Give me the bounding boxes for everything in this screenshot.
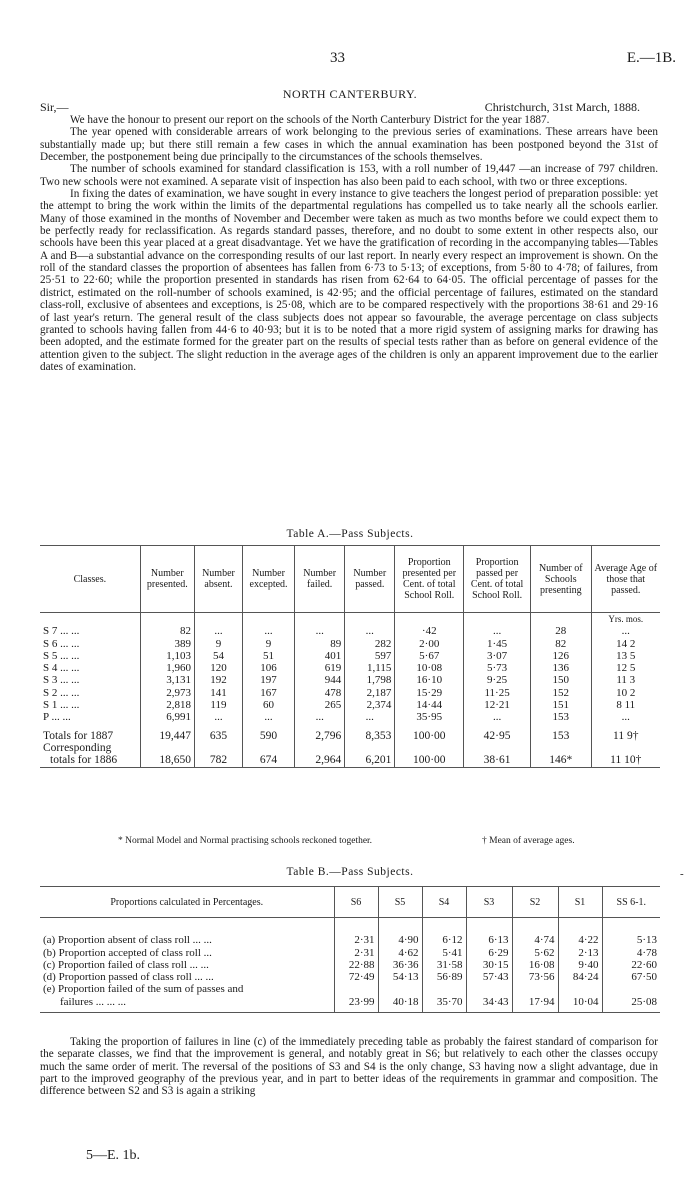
table-cell: 1,103 bbox=[140, 650, 194, 662]
table-row bbox=[40, 934, 660, 946]
paragraph: In fixing the dates of examination, we have sought in every instance to give teachers the longest period of preparation possible: yet the attempt to bring the work within the limits of the departmental regulations has compelled us to take nearly all the schools earlier. Many of those examined in the months of November and December were taken as much as two months before we could expect them to be perfectly ready for reclassification. As regards standard passes, therefore, and no doubt to some extent in other respects also, our schools have been this year placed at a great disadvantage. Yet we have the gratification of recording in the accompanying tables—Tables A and B—a substantial advance on the corresponding results of our last report. In nearly every respect an improvement is shown. On the roll of the standard classes the proportion of absentees has fallen from 6·73 to 5·13; of exceptions, from 5·80 to 4·78; of failures, from 25·51 to 22·60; while the proportion presented in standards has risen from 62·64 to 64·05. The official percentage of passes for the district, estimated on the roll-number of schools examined, is 42·95; and the official percentage of failures, estimated on the standard class-roll, exclusive of absentees and exceptions, is 25·08, which are to be compared respectively with the proportions 38·61 and 29·16 of last year's return. The general result of the class subjects does not appear so favourable, the average percentage on class subjects granted to schools having fallen from 44·6 to 40·93; but it is to be noted that a more rigid system of assigning marks for drawing has been adopted, and the estimate formed for the greater part on the results of special tests rather than as before on general evidence of the attention given to the subject. The slight reduction in the average ages of the children is only an apparent improvement due to the earlier dates of examination. bbox=[40, 188, 658, 373]
table-cell: ... bbox=[295, 711, 345, 723]
table-cell: 478 bbox=[295, 687, 345, 699]
table-cell: (c) Proportion failed of class roll ... ... bbox=[40, 959, 334, 971]
table-cell: S 7 ... ... bbox=[40, 625, 140, 637]
table-row bbox=[40, 983, 660, 995]
totals-row bbox=[40, 730, 660, 742]
table-row bbox=[40, 662, 660, 674]
table-cell: 4·74 bbox=[512, 934, 558, 946]
table-cell: 14 2 bbox=[616, 637, 636, 650]
table-cell: 2,374 bbox=[345, 699, 395, 711]
table-cell: 2·31 bbox=[334, 934, 378, 946]
table-cell: 3,131 bbox=[140, 674, 194, 686]
table-cell: 42·95 bbox=[464, 730, 531, 742]
table-a bbox=[40, 545, 660, 768]
paragraph: The year opened with considerable arrears of work belonging to the previous series of examinations. These arrears have been substantially made up; but there still remain a few cases in which the annual examination has been postponed beyond the 31st of December, the postponement being due principally to the circumstances of the schools themselves. bbox=[40, 126, 658, 164]
column-header: Proportions calculated in Percentages. bbox=[40, 887, 334, 918]
document-reference: E.—1B. bbox=[626, 50, 676, 66]
table-header-row bbox=[40, 546, 660, 613]
table-cell: 18,650 bbox=[140, 754, 194, 767]
closing-text bbox=[40, 1036, 658, 1098]
table-cell: 84·24 bbox=[558, 971, 602, 983]
table-cell: 100·00 bbox=[395, 730, 464, 742]
table-cell: 126 bbox=[531, 650, 592, 662]
table-cell: 89 bbox=[295, 638, 345, 650]
table-cell: 2,973 bbox=[140, 687, 194, 699]
column-header: Number of Schools presenting bbox=[531, 546, 592, 613]
table-cell: ... bbox=[242, 625, 294, 637]
table-cell: 674 bbox=[242, 754, 294, 767]
totals-row bbox=[40, 742, 660, 754]
table-cell: 5·62 bbox=[512, 947, 558, 959]
table-row bbox=[40, 699, 660, 711]
table-cell: 944 bbox=[295, 674, 345, 686]
column-header: Average Age of those that passed. bbox=[591, 546, 660, 613]
table-cell: 67·50 bbox=[631, 971, 657, 984]
table-header-row bbox=[40, 887, 660, 918]
table-cell: 9 bbox=[242, 638, 294, 650]
table-cell: ... bbox=[295, 625, 345, 637]
table-cell: 34·43 bbox=[466, 996, 512, 1013]
section-title: NORTH CANTERBURY. bbox=[282, 87, 418, 101]
table-cell: 389 bbox=[140, 638, 194, 650]
table-cell: 57·43 bbox=[466, 971, 512, 983]
table-cell: 82 bbox=[140, 625, 194, 637]
table-cell: 51 bbox=[242, 650, 294, 662]
table-cell: 19,447 bbox=[140, 730, 194, 742]
table-cell: 14·44 bbox=[395, 699, 464, 711]
table-cell: 11 10† bbox=[591, 754, 660, 767]
table-cell: 100·00 bbox=[395, 754, 464, 767]
table-cell: 106 bbox=[242, 662, 294, 674]
table-cell: P ... ... bbox=[40, 711, 140, 723]
table-cell: 1,960 bbox=[140, 662, 194, 674]
table-cell: 4·22 bbox=[558, 934, 602, 946]
table-row bbox=[40, 971, 660, 983]
table-cell: 136 bbox=[531, 662, 592, 674]
table-cell: 30·15 bbox=[466, 959, 512, 971]
table-cell: 13 5 bbox=[616, 649, 636, 662]
table-cell: 10·04 bbox=[558, 996, 602, 1013]
table-cell: 38·61 bbox=[464, 754, 531, 767]
table-cell: (a) Proportion absent of class roll ... ... bbox=[40, 934, 334, 946]
table-cell: 146* bbox=[531, 754, 592, 767]
table-cell: 4·90 bbox=[378, 934, 422, 946]
table-cell: ... bbox=[621, 711, 630, 724]
table-cell: 11 9† bbox=[613, 729, 639, 742]
table-row bbox=[40, 959, 660, 971]
table-cell: 5·73 bbox=[464, 662, 531, 674]
table-cell: 12·21 bbox=[464, 699, 531, 711]
table-cell: 35·95 bbox=[395, 711, 464, 723]
report-body bbox=[40, 114, 658, 373]
table-cell: 10 2 bbox=[616, 686, 636, 699]
table-cell: 6,201 bbox=[345, 754, 395, 767]
table-cell: 9 bbox=[194, 638, 242, 650]
table-cell: 153 bbox=[531, 711, 592, 723]
table-b-title: Table B.—Pass Subjects. bbox=[286, 866, 414, 878]
table-cell: ... bbox=[345, 711, 395, 723]
age-units: Yrs. mos. bbox=[608, 614, 644, 624]
column-header: S5 bbox=[378, 887, 422, 918]
column-header: Number passed. bbox=[345, 546, 395, 613]
column-header: S3 bbox=[466, 887, 512, 918]
column-header: Number absent. bbox=[194, 546, 242, 613]
table-cell: totals for 1886 bbox=[40, 754, 140, 767]
table-cell: (d) Proportion passed of class roll ... ... bbox=[40, 971, 334, 983]
table-cell: 73·56 bbox=[512, 971, 558, 983]
table-cell: S 4 ... ... bbox=[40, 662, 140, 674]
table-cell: S 6 ... ... bbox=[40, 638, 140, 650]
page-number: 33 bbox=[330, 50, 345, 66]
column-header: Number presented. bbox=[140, 546, 194, 613]
table-cell: 10·08 bbox=[395, 662, 464, 674]
paragraph: Taking the proportion of failures in line (c) of the immediately preceding table as probably the fairest standard of comparison for the separate classes, we find that the improvement is general, and notably great in S6; but relatively to each other the classes occupy much the same order of merit. The reversal of the positions of S3 and S4 is the only change, S3 having now a slight advantage, due in part to the improved geography of the previous year, and in part to better ideas of the requirements in grammar and composition. The difference between S2 and S3 is again a striking bbox=[40, 1036, 658, 1098]
column-header: Proportion passed per Cent. of total School Roll. bbox=[464, 546, 531, 613]
table-cell: 150 bbox=[531, 674, 592, 686]
table-cell: 31·58 bbox=[422, 959, 466, 971]
table-row bbox=[40, 996, 660, 1013]
table-row bbox=[40, 687, 660, 699]
table-cell: 197 bbox=[242, 674, 294, 686]
table-cell: 153 bbox=[531, 730, 592, 742]
table-cell: 5·67 bbox=[395, 650, 464, 662]
table-cell: 72·49 bbox=[334, 971, 378, 983]
table-row bbox=[40, 711, 660, 723]
table-cell: 3·07 bbox=[464, 650, 531, 662]
paragraph: The number of schools examined for standard classification is 153, with a roll number of 19,447 —an increase of 797 children. Two new schools were not examined. A separate visit of inspection has also been paid to each school, with two or three exceptions. bbox=[40, 163, 658, 188]
table-cell: 401 bbox=[295, 650, 345, 662]
table-cell: 4·62 bbox=[378, 947, 422, 959]
table-cell: 6,991 bbox=[140, 711, 194, 723]
table-cell: 167 bbox=[242, 687, 294, 699]
table-cell: Corresponding bbox=[40, 742, 140, 754]
table-row bbox=[40, 638, 660, 650]
column-header: Number failed. bbox=[295, 546, 345, 613]
table-cell: 6·13 bbox=[466, 934, 512, 946]
totals-row bbox=[40, 754, 660, 767]
column-header: S1 bbox=[558, 887, 602, 918]
table-cell: 22·88 bbox=[334, 959, 378, 971]
table-cell: S 3 ... ... bbox=[40, 674, 140, 686]
table-cell: 82 bbox=[531, 638, 592, 650]
table-cell: 265 bbox=[295, 699, 345, 711]
table-cell: 2·13 bbox=[558, 947, 602, 959]
table-row bbox=[40, 625, 660, 637]
table-cell: 54·13 bbox=[378, 971, 422, 983]
table-cell: ... bbox=[464, 711, 531, 723]
table-cell: 2,187 bbox=[345, 687, 395, 699]
table-cell: Totals for 1887 bbox=[40, 730, 140, 742]
table-cell: 2,964 bbox=[295, 754, 345, 767]
table-cell: ... bbox=[194, 711, 242, 723]
column-header: S6 bbox=[334, 887, 378, 918]
table-cell: 25·08 bbox=[602, 996, 660, 1013]
table-cell: 23·99 bbox=[334, 996, 378, 1013]
table-cell: S 1 ... ... bbox=[40, 699, 140, 711]
column-header: Number excepted. bbox=[242, 546, 294, 613]
paragraph: We have the honour to present our report on the schools of the North Canterbury District for the year 1887. bbox=[70, 114, 550, 126]
table-row bbox=[40, 947, 660, 959]
table-cell: 16·10 bbox=[395, 674, 464, 686]
table-cell: 192 bbox=[194, 674, 242, 686]
table-cell: 151 bbox=[531, 699, 592, 711]
table-cell: 1,115 bbox=[345, 662, 395, 674]
footnote-dagger: † Mean of average ages. bbox=[482, 836, 575, 846]
table-cell: ... bbox=[242, 711, 294, 723]
margin-mark: - bbox=[680, 868, 684, 880]
table-cell: failures ... ... ... bbox=[40, 996, 334, 1013]
table-cell: 16·08 bbox=[512, 959, 558, 971]
table-cell: 5·41 bbox=[422, 947, 466, 959]
column-header: Classes. bbox=[40, 546, 140, 613]
table-cell: 782 bbox=[194, 754, 242, 767]
table-cell: 6·12 bbox=[422, 934, 466, 946]
table-cell: 35·70 bbox=[422, 996, 466, 1013]
table-cell: 2·00 bbox=[395, 638, 464, 650]
table-cell: 8,353 bbox=[345, 730, 395, 742]
table-cell: 11 3 bbox=[616, 674, 636, 687]
table-cell: 2,796 bbox=[295, 730, 345, 742]
column-header: Proportion presented per Cent. of total School Roll. bbox=[395, 546, 464, 613]
table-cell: 9·25 bbox=[464, 674, 531, 686]
table-cell: 2,818 bbox=[140, 699, 194, 711]
table-cell: S 5 ... ... bbox=[40, 650, 140, 662]
table-cell: ·42 bbox=[395, 625, 464, 637]
table-cell: ... bbox=[464, 625, 531, 637]
table-cell: 40·18 bbox=[378, 996, 422, 1013]
page-footer: 5—E. 1b. bbox=[86, 1148, 141, 1163]
table-cell: 17·94 bbox=[512, 996, 558, 1013]
table-cell: 1·45 bbox=[464, 638, 531, 650]
table-cell: 9·40 bbox=[558, 959, 602, 971]
column-header: S2 bbox=[512, 887, 558, 918]
table-cell: 590 bbox=[242, 730, 294, 742]
table-cell: 11·25 bbox=[464, 687, 531, 699]
footnote-star: * Normal Model and Normal practising schools reckoned together. bbox=[118, 836, 373, 846]
table-cell: 141 bbox=[194, 687, 242, 699]
table-cell: 54 bbox=[194, 650, 242, 662]
table-cell: 12 5 bbox=[616, 662, 636, 675]
table-cell: (b) Proportion accepted of class roll ... bbox=[40, 947, 334, 959]
column-header: S4 bbox=[422, 887, 466, 918]
table-cell: 22·60 bbox=[631, 958, 657, 971]
place-date: Christchurch, 31st March, 1888. bbox=[484, 100, 640, 114]
table-cell: 4·78 bbox=[636, 946, 657, 959]
table-cell: 282 bbox=[345, 638, 395, 650]
table-cell: 2·31 bbox=[334, 947, 378, 959]
table-row bbox=[40, 650, 660, 662]
table-cell: 8 11 bbox=[616, 699, 636, 712]
table-cell: 619 bbox=[295, 662, 345, 674]
table-cell: 5·13 bbox=[636, 934, 657, 947]
table-row bbox=[40, 674, 660, 686]
table-cell: (e) Proportion failed of the sum of passes and bbox=[40, 983, 334, 995]
table-cell: 1,798 bbox=[345, 674, 395, 686]
table-cell: 60 bbox=[242, 699, 294, 711]
table-cell: ... bbox=[621, 625, 630, 638]
table-cell: 36·36 bbox=[378, 959, 422, 971]
table-b bbox=[40, 886, 660, 1013]
table-cell: 119 bbox=[194, 699, 242, 711]
table-a-title: Table A.—Pass Subjects. bbox=[286, 528, 414, 540]
table-cell: S 2 ... ... bbox=[40, 687, 140, 699]
table-cell: 15·29 bbox=[395, 687, 464, 699]
table-cell: 597 bbox=[345, 650, 395, 662]
column-header: SS 6-1. bbox=[602, 887, 660, 918]
units-row bbox=[40, 613, 660, 626]
table-cell: 56·89 bbox=[422, 971, 466, 983]
table-cell: 635 bbox=[194, 730, 242, 742]
table-cell: 6·29 bbox=[466, 947, 512, 959]
table-cell: 152 bbox=[531, 687, 592, 699]
table-cell: ... bbox=[194, 625, 242, 637]
table-cell: 120 bbox=[194, 662, 242, 674]
table-cell: ... bbox=[345, 625, 395, 637]
salutation: Sir,— bbox=[40, 100, 69, 114]
table-cell: 28 bbox=[531, 625, 592, 637]
